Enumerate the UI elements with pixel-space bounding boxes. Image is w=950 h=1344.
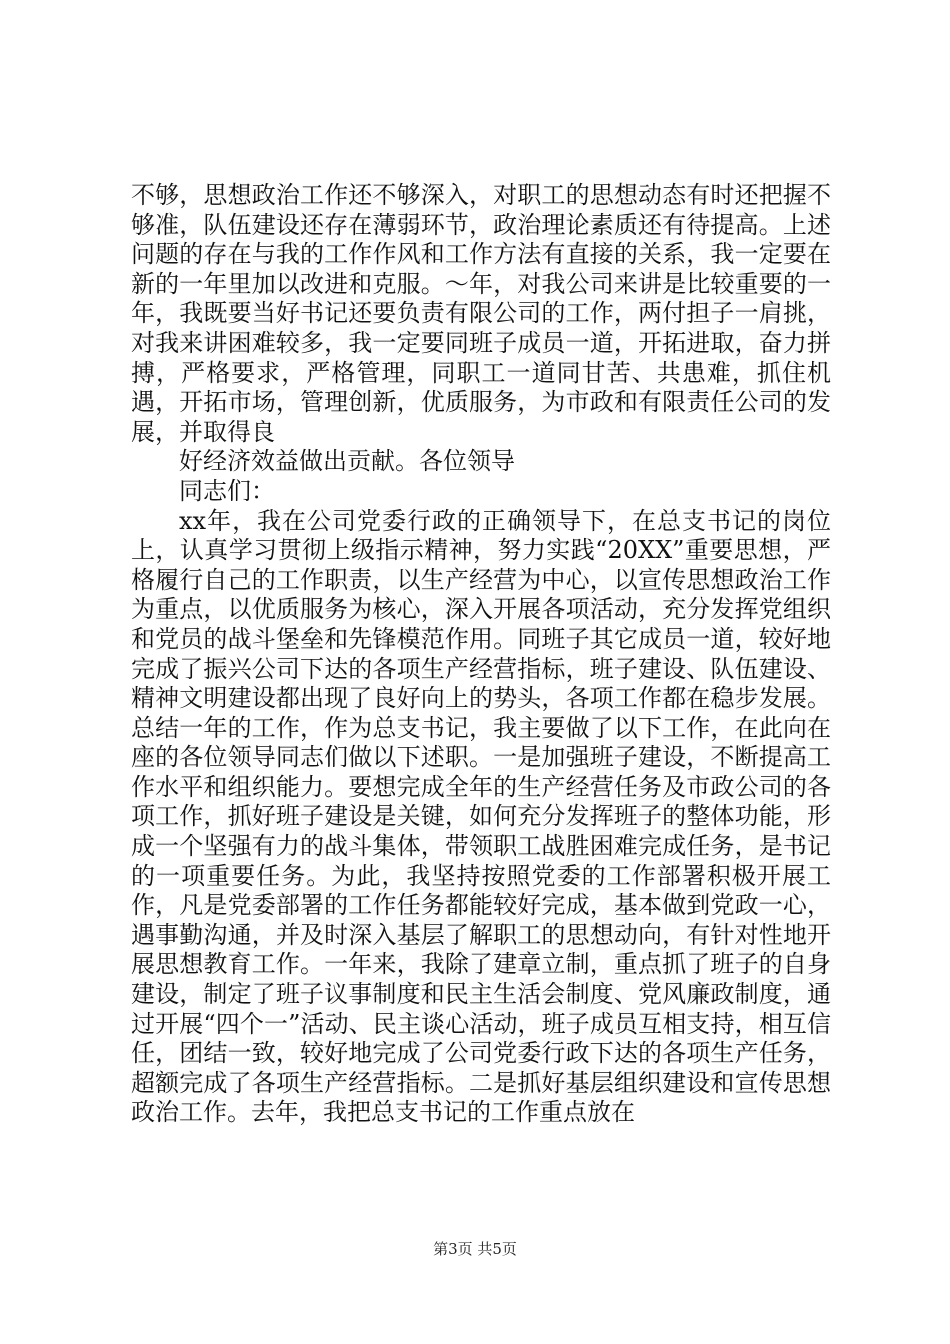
page-number-footer: 第3页 共5页 (433, 1240, 517, 1258)
paragraph-closing: 好经济效益做出贡献。各位领导 (179, 447, 515, 476)
paragraph-salutation: 同志们： (179, 476, 275, 505)
document-body (131, 181, 831, 1128)
paragraph-continued: 不够，思想政治工作还不够深入，对职工的思想动态有时还把握不够准，队伍建设还存在薄弱环节，政治理论素质还有待提高。上述问题的存在与我的工作作风和工作方法有直接的关系，我一定要在新的一年里加以改进和克服。～年，对我公司来讲是比较重要的一年，我既要当好书记还要负责有限公司的工作，两付担子一肩挑，对我来讲困难较多，我一定要同班子成员一道，开拓进取，奋力拼搏，严格要求，严格管理，同职工一道同甘苦、共患难，抓住机遇，开拓市场，管理创新，优质服务，为市政和有限责任公司的发展，并取得良 (131, 181, 831, 446)
paragraph-report: xx年，我在公司党委行政的正确领导下，在总支书记的岗位上，认真学习贯彻上级指示精神，努力实践“20XX”重要思想，严格履行自己的工作职责，以生产经营为中心，以宣传思想政治工作为重点，以优质服务为核心，深入开展各项活动，充分发挥党组织和党员的战斗堡垒和先锋模范作用。同班子其它成员一道，较好地完成了振兴公司下达的各项生产经营指标，班子建设、队伍建设、精神文明建设都出现了良好向上的势头，各项工作都在稳步发展。总结一年的工作，作为总支书记，我主要做了以下工作，在此向在座的各位领导同志们做以下述职。一是加强班子建设，不断提高工作水平和组织能力。要想完成全年的生产经营任务及市政公司的各项工作，抓好班子建设是关键，如何充分发挥班子的整体功能，形成一个坚强有力的战斗集体，带领职工战胜困难完成任务，是书记的一项重要任务。为此，我坚持按照党委的工作部署积极开展工作，凡是党委部署的工作任务都能较好完成，基本做到党政一心，遇事勤沟通，并及时深入基层了解职工的思想动向，有针对性地开展思想教育工作。一年来，我除了建章立制，重点抓了班子的自身建设，制定了班子议事制度和民主生活会制度、党风廉政制度，通过开展“四个一”活动、民主谈心活动，班子成员互相支持，相互信任，团结一致，较好地完成了公司党委行政下达的各项生产任务，超额完成了各项生产经营指标。二是抓好基层组织建设和宣传思想政治工作。去年，我把总支书记的工作重点放在 (131, 506, 831, 1127)
